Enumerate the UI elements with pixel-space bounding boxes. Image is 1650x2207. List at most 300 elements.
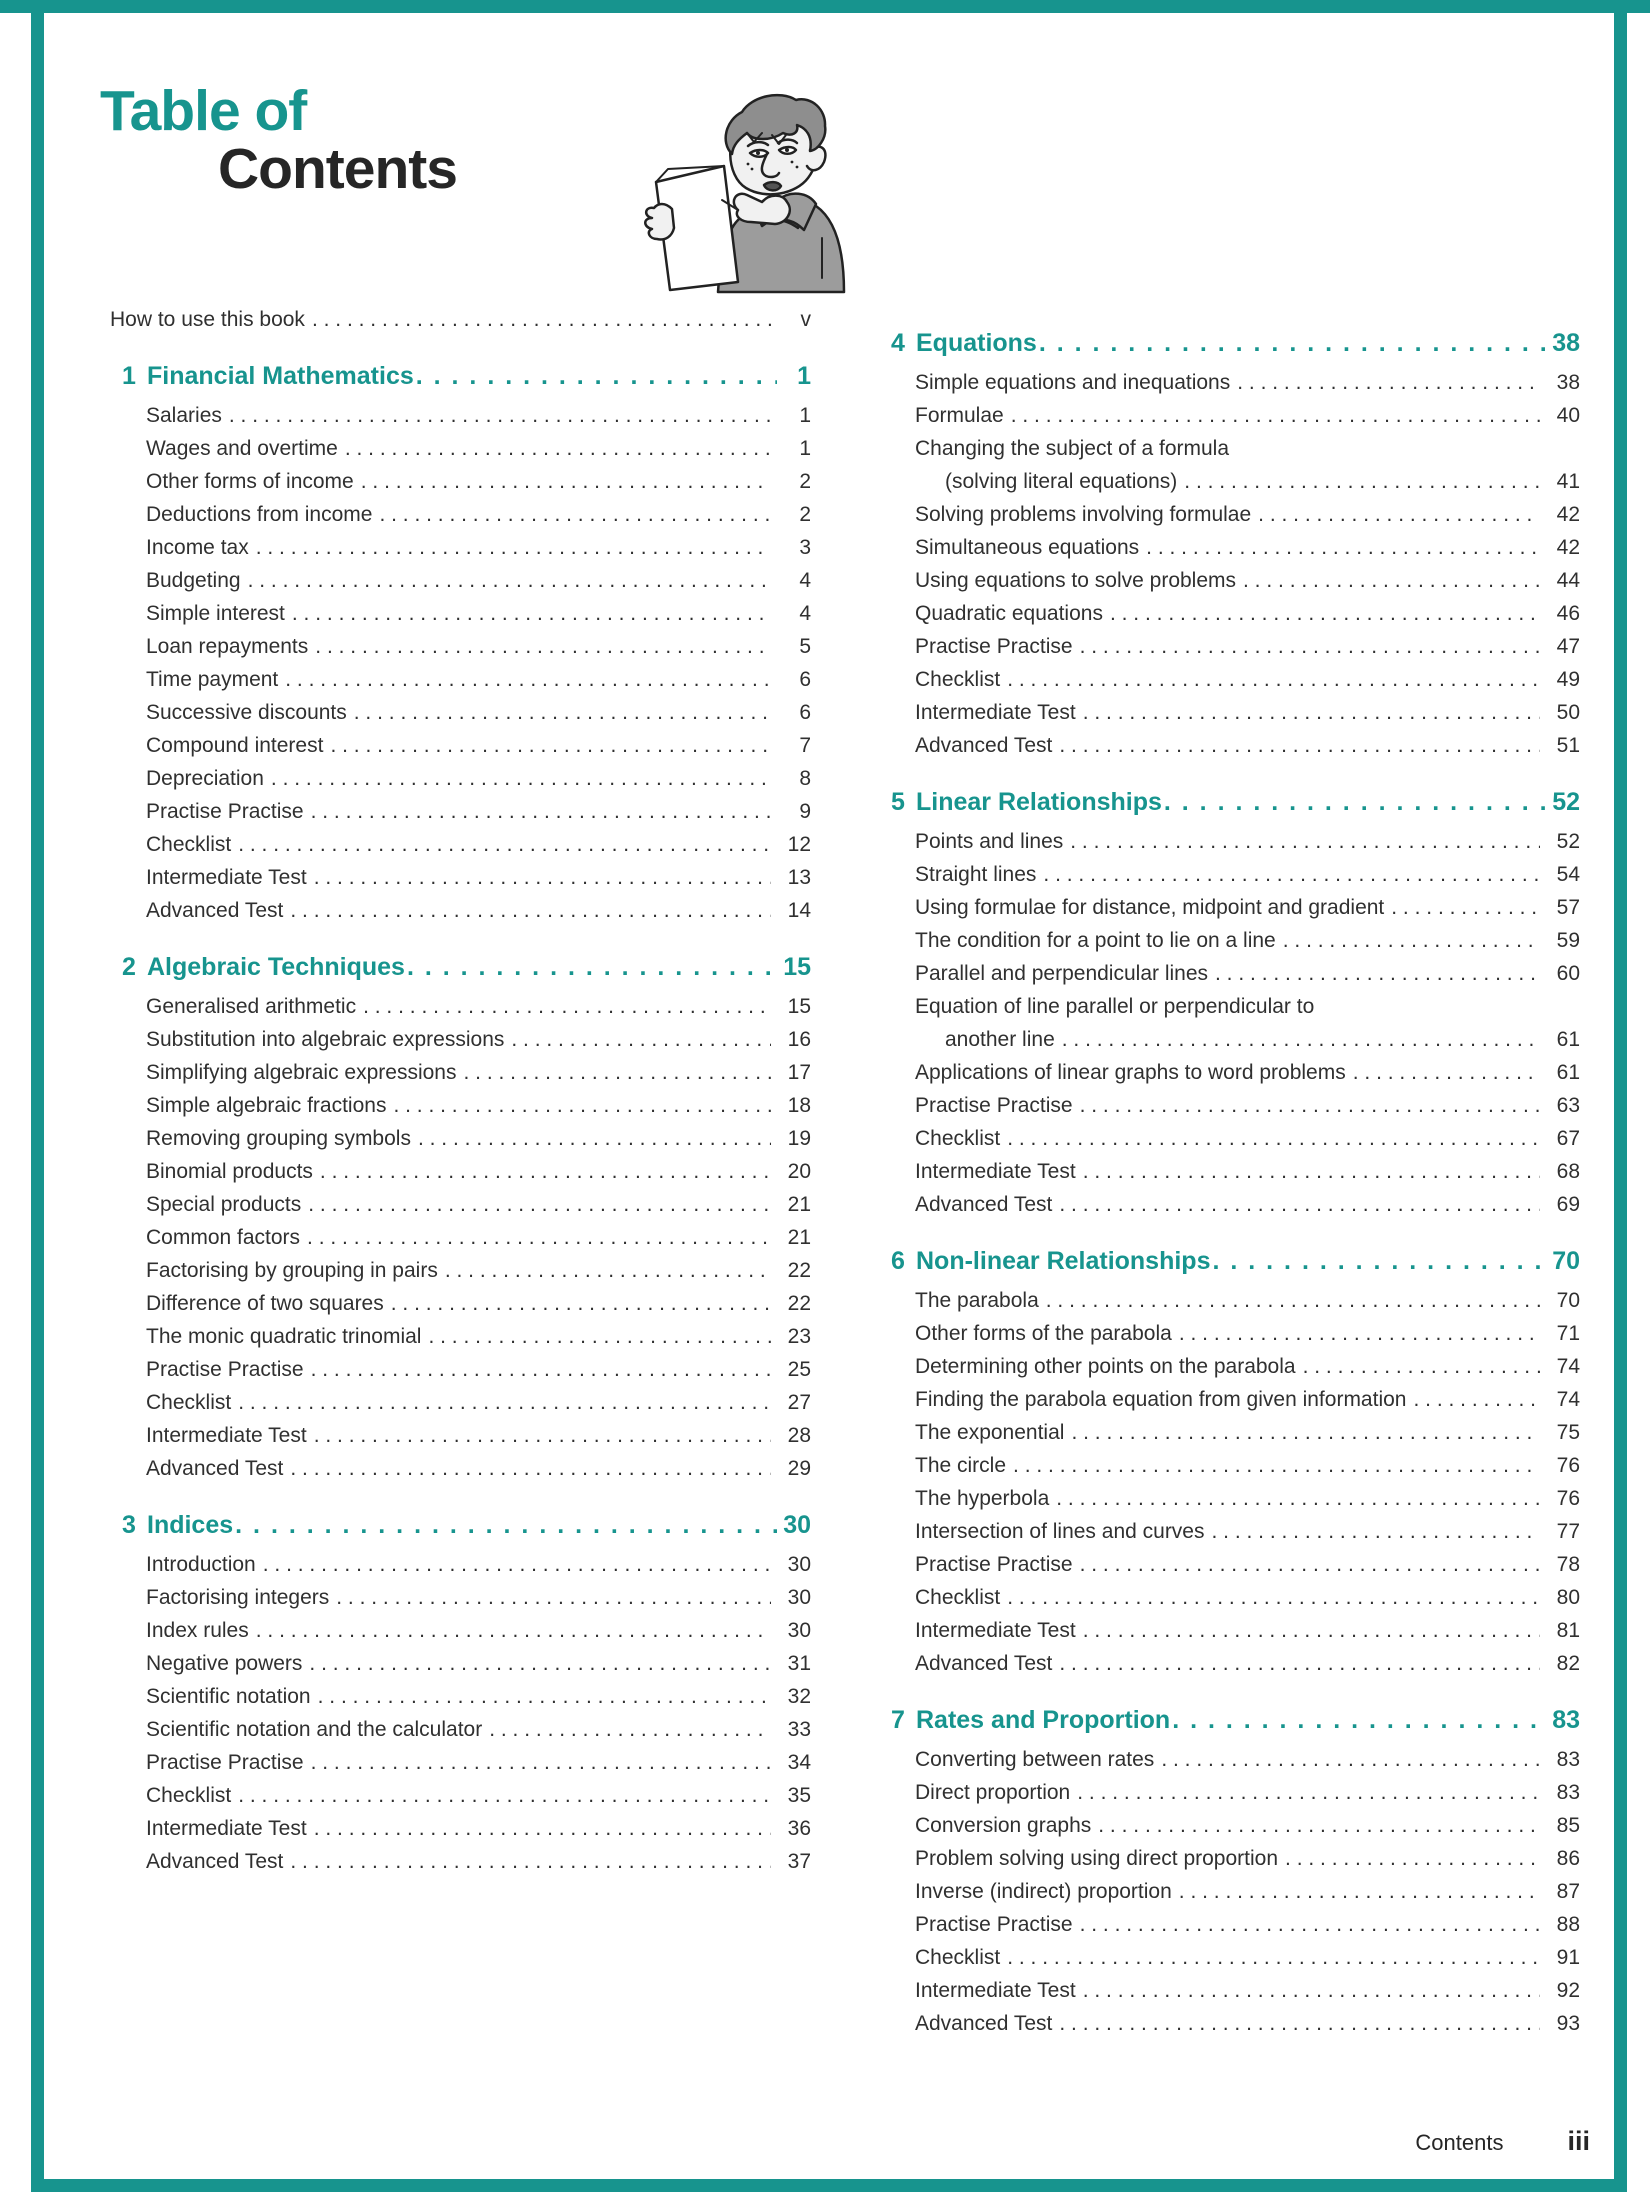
item-label: The parabola (915, 1289, 1039, 1312)
toc-item (100, 1023, 811, 1056)
item-label: Intermediate Test (146, 1817, 307, 1840)
toc-chapter-heading (869, 327, 1580, 360)
toc-item (869, 1383, 1580, 1416)
item-page-number: 42 (1556, 503, 1580, 526)
item-page-number: 27 (787, 1391, 811, 1414)
item-label: Straight lines (915, 863, 1037, 886)
toc-item (869, 957, 1580, 990)
item-label: Using equations to solve problems (915, 569, 1237, 592)
item-label: Common factors (146, 1226, 301, 1249)
item-label: Factorising integers (146, 1586, 330, 1609)
dot-leader (1080, 1089, 1540, 1122)
dot-leader (393, 1089, 771, 1122)
chapter-page-number: 83 (1552, 1706, 1580, 1734)
toc-item (100, 303, 811, 336)
item-page-number: 52 (1556, 830, 1580, 853)
item-label: How to use this book (110, 308, 305, 331)
dot-leader (1062, 1023, 1540, 1056)
item-page-number: 13 (787, 866, 811, 889)
toc-item (100, 1320, 811, 1353)
chapter-page-number: 30 (783, 1511, 811, 1539)
item-page-number: 37 (787, 1850, 811, 1873)
dot-leader (1146, 531, 1540, 564)
item-label: another line (945, 1028, 1055, 1051)
item-label: Intermediate Test (915, 1979, 1076, 2002)
toc-item (100, 1581, 811, 1614)
toc-chapter-heading (869, 1245, 1580, 1278)
item-page-number: 51 (1556, 734, 1580, 757)
item-page-number: 71 (1556, 1322, 1580, 1345)
toc-item (869, 1449, 1580, 1482)
page-title-line2: Contents (218, 137, 457, 201)
item-page-number: v (800, 308, 811, 331)
item-label: Simple interest (146, 602, 285, 625)
item-label: Conversion graphs (915, 1814, 1092, 1837)
dot-leader (1083, 696, 1540, 729)
item-page-number: 4 (799, 569, 811, 592)
item-label: Solving problems involving formulae (915, 503, 1252, 526)
item-label: Changing the subject of a formula (915, 437, 1230, 460)
toc-item (100, 1452, 811, 1485)
item-page-number: 18 (787, 1094, 811, 1117)
dot-leader (445, 1254, 771, 1287)
item-label: The exponential (915, 1421, 1065, 1444)
item-label: The monic quadratic trinomial (146, 1325, 422, 1348)
dot-leader (1391, 891, 1540, 924)
item-label: Intermediate Test (146, 1424, 307, 1447)
dot-leader (1059, 729, 1540, 762)
toc-item (869, 858, 1580, 891)
toc-item (869, 1941, 1580, 1974)
item-label: Intermediate Test (915, 1160, 1076, 1183)
dot-leader (263, 1548, 771, 1581)
item-page-number: 85 (1556, 1814, 1580, 1837)
dot-leader (1110, 597, 1540, 630)
page-border-left (31, 0, 44, 2192)
dot-leader (1184, 465, 1540, 498)
dot-leader (1237, 366, 1540, 399)
dot-leader (1303, 1350, 1540, 1383)
dot-leader (1080, 630, 1540, 663)
item-page-number: 19 (787, 1127, 811, 1150)
item-page-number: 12 (787, 833, 811, 856)
item-label: Problem solving using direct proportion (915, 1847, 1279, 1870)
item-page-number: 77 (1556, 1520, 1580, 1543)
toc-item (100, 696, 811, 729)
dot-leader (290, 1845, 771, 1878)
toc-item (869, 696, 1580, 729)
item-label: Intermediate Test (146, 866, 307, 889)
item-label: Budgeting (146, 569, 241, 592)
toc-item (869, 1317, 1580, 1350)
toc-chapter-heading (100, 1509, 811, 1542)
toc-item (100, 399, 811, 432)
dot-leader (463, 1056, 771, 1089)
chapter-page-number: 70 (1552, 1247, 1580, 1275)
dot-leader (1080, 1908, 1540, 1941)
toc-item (869, 1974, 1580, 2007)
item-label: Factorising by grouping in pairs (146, 1259, 438, 1282)
dot-leader (336, 1581, 771, 1614)
item-label: Advanced Test (146, 1457, 284, 1480)
item-page-number: 32 (787, 1685, 811, 1708)
item-label: Advanced Test (146, 1850, 284, 1873)
dot-leader (271, 762, 771, 795)
toc-item (100, 762, 811, 795)
item-label: Removing grouping symbols (146, 1127, 411, 1150)
item-page-number: 59 (1556, 929, 1580, 952)
dot-leader (1098, 1809, 1540, 1842)
item-page-number: 76 (1556, 1487, 1580, 1510)
item-label: Simultaneous equations (915, 536, 1140, 559)
item-label: Salaries (146, 404, 222, 427)
item-page-number: 61 (1556, 1061, 1580, 1084)
item-label: Parallel and perpendicular lines (915, 962, 1209, 985)
toc-chapter-heading (869, 1704, 1580, 1737)
toc-item (869, 597, 1580, 630)
toc-item (100, 1419, 811, 1452)
chapter-number: 2 (122, 953, 136, 981)
item-label: Advanced Test (915, 1193, 1053, 1216)
item-page-number: 5 (799, 635, 811, 658)
item-label: Index rules (146, 1619, 249, 1642)
item-page-number: 2 (799, 503, 811, 526)
item-page-number: 30 (787, 1586, 811, 1609)
item-page-number: 74 (1556, 1388, 1580, 1411)
dot-leader (1083, 1614, 1540, 1647)
item-page-number: 61 (1556, 1028, 1580, 1051)
toc-item (869, 1647, 1580, 1680)
chapter-title: Indices (147, 1511, 234, 1539)
toc-item (100, 1122, 811, 1155)
dot-leader (315, 630, 771, 663)
dot-leader (308, 1188, 771, 1221)
toc-item (100, 1386, 811, 1419)
toc-item (869, 1122, 1580, 1155)
item-label: Substitution into algebraic expressions (146, 1028, 505, 1051)
item-label: Scientific notation (146, 1685, 311, 1708)
dot-leader (1007, 1581, 1540, 1614)
item-page-number: 88 (1556, 1913, 1580, 1936)
toc-item (869, 1908, 1580, 1941)
toc-item (100, 1155, 811, 1188)
toc-item (869, 1743, 1580, 1776)
item-page-number: 20 (787, 1160, 811, 1183)
item-label: Difference of two squares (146, 1292, 384, 1315)
toc-item-line1 (869, 990, 1580, 1023)
item-label: Practise Practise (915, 1913, 1073, 1936)
item-page-number: 21 (787, 1193, 811, 1216)
item-page-number: 31 (787, 1652, 811, 1675)
dot-leader (311, 1353, 771, 1386)
item-label: Time payment (146, 668, 279, 691)
item-page-number: 22 (787, 1292, 811, 1315)
toc-item (869, 630, 1580, 663)
toc-item (100, 828, 811, 861)
toc-item (100, 597, 811, 630)
dot-leader (1013, 1449, 1540, 1482)
page-footer (1415, 2126, 1590, 2157)
dot-leader (256, 531, 771, 564)
item-page-number: 60 (1556, 962, 1580, 985)
toc-item (100, 1812, 811, 1845)
dot-leader (391, 1287, 771, 1320)
dot-leader (318, 1680, 771, 1713)
chapter-title: Algebraic Techniques (147, 953, 405, 981)
dot-leader (1059, 1188, 1540, 1221)
item-page-number: 80 (1556, 1586, 1580, 1609)
toc-item (869, 1581, 1580, 1614)
item-label: The circle (915, 1454, 1007, 1477)
toc-item (100, 894, 811, 927)
item-label: Practise Practise (146, 800, 304, 823)
toc-item (869, 1188, 1580, 1221)
dot-leader (290, 1452, 771, 1485)
dot-leader (1046, 1284, 1540, 1317)
toc-item-line1 (869, 432, 1580, 465)
toc-item (100, 1680, 811, 1713)
item-page-number: 4 (799, 602, 811, 625)
chapter-number: 3 (122, 1511, 136, 1539)
reading-boy-illustration (626, 88, 858, 294)
toc-chapter-heading (869, 786, 1580, 819)
item-page-number: 7 (799, 734, 811, 757)
item-page-number: 30 (787, 1553, 811, 1576)
item-page-number: 78 (1556, 1553, 1580, 1576)
item-page-number: 67 (1556, 1127, 1580, 1150)
dot-leader (1161, 1743, 1540, 1776)
toc-item (869, 1842, 1580, 1875)
item-label: Checklist (146, 833, 232, 856)
item-label: Checklist (915, 1946, 1001, 1969)
dot-leader (314, 861, 771, 894)
dot-leader (312, 303, 771, 336)
item-page-number: 9 (799, 800, 811, 823)
toc-item (869, 1416, 1580, 1449)
item-page-number: 6 (799, 701, 811, 724)
item-page-number: 63 (1556, 1094, 1580, 1117)
dot-leader (1007, 1122, 1540, 1155)
item-label: Checklist (146, 1784, 232, 1807)
dot-leader (489, 1713, 771, 1746)
dot-leader (1353, 1056, 1540, 1089)
item-label: Advanced Test (915, 1652, 1053, 1675)
dot-leader (1039, 327, 1546, 360)
toc-item (100, 1779, 811, 1812)
item-label: Determining other points on the parabola (915, 1355, 1296, 1378)
item-page-number: 29 (787, 1457, 811, 1480)
chapter-page-number: 15 (783, 953, 811, 981)
dot-leader (1164, 786, 1546, 819)
dot-leader (1083, 1974, 1540, 2007)
dot-leader (1212, 1515, 1541, 1548)
chapter-number: 5 (891, 788, 905, 816)
item-label: Advanced Test (146, 899, 284, 922)
item-page-number: 91 (1556, 1946, 1580, 1969)
toc-item (869, 465, 1580, 498)
item-label: Simplifying algebraic expressions (146, 1061, 457, 1084)
toc-chapter-heading (100, 360, 811, 393)
dot-leader (1007, 1941, 1540, 1974)
dot-leader (1007, 663, 1540, 696)
toc-item (100, 564, 811, 597)
dot-leader (416, 360, 777, 393)
chapter-number: 4 (891, 329, 905, 357)
dot-leader (1258, 498, 1540, 531)
dot-leader (1059, 1647, 1540, 1680)
item-label: Advanced Test (915, 734, 1053, 757)
item-label: Using formulae for distance, midpoint and gradient (915, 896, 1385, 919)
item-label: Wages and overtime (146, 437, 338, 460)
toc-item (869, 1023, 1580, 1056)
dot-leader (256, 1614, 771, 1647)
item-page-number: 22 (787, 1259, 811, 1282)
item-label: Other forms of income (146, 470, 354, 493)
item-page-number: 17 (787, 1061, 811, 1084)
item-page-number: 83 (1556, 1781, 1580, 1804)
toc-columns (100, 303, 1580, 2040)
dot-leader (314, 1812, 771, 1845)
item-page-number: 28 (787, 1424, 811, 1447)
item-page-number: 69 (1556, 1193, 1580, 1216)
toc-item (100, 1548, 811, 1581)
item-label: Deductions from income (146, 503, 373, 526)
dot-leader (361, 465, 771, 498)
toc-item (869, 663, 1580, 696)
dot-leader (1212, 1245, 1546, 1278)
toc-item (869, 1809, 1580, 1842)
dot-leader (1083, 1155, 1540, 1188)
toc-item (100, 1614, 811, 1647)
dot-leader (345, 432, 771, 465)
item-label: Intersection of lines and curves (915, 1520, 1205, 1543)
toc-item (100, 1845, 811, 1878)
item-label: Practise Practise (146, 1358, 304, 1381)
toc-item (100, 1713, 811, 1746)
item-label: Loan repayments (146, 635, 309, 658)
toc-column-right (869, 303, 1580, 2040)
item-page-number: 2 (799, 470, 811, 493)
item-label: Checklist (915, 668, 1001, 691)
toc-item (100, 1056, 811, 1089)
item-page-number: 34 (787, 1751, 811, 1774)
toc-item (869, 531, 1580, 564)
dot-leader (311, 795, 771, 828)
dot-leader (307, 1221, 771, 1254)
dot-leader (354, 696, 771, 729)
toc-item (100, 663, 811, 696)
item-label: Applications of linear graphs to word problems (915, 1061, 1346, 1084)
item-label: Successive discounts (146, 701, 347, 724)
toc-item (100, 861, 811, 894)
item-page-number: 3 (799, 536, 811, 559)
item-label: Formulae (915, 404, 1004, 427)
item-page-number: 47 (1556, 635, 1580, 658)
item-label: Checklist (915, 1127, 1001, 1150)
toc-item (869, 1548, 1580, 1581)
item-label: Simple algebraic fractions (146, 1094, 387, 1117)
dot-leader (314, 1419, 771, 1452)
toc-item (869, 1284, 1580, 1317)
item-label: Direct proportion (915, 1781, 1071, 1804)
item-page-number: 1 (799, 437, 811, 460)
item-page-number: 36 (787, 1817, 811, 1840)
item-label: Finding the parabola equation from given information (915, 1388, 1407, 1411)
dot-leader (363, 990, 771, 1023)
toc-item (869, 729, 1580, 762)
item-label: Introduction (146, 1553, 256, 1576)
item-label: Converting between rates (915, 1748, 1155, 1771)
toc-item (869, 366, 1580, 399)
item-label: Practise Practise (915, 1094, 1073, 1117)
chapter-title: Non-linear Relationships (916, 1247, 1211, 1275)
item-page-number: 33 (787, 1718, 811, 1741)
toc-item (100, 498, 811, 531)
toc-item (100, 1089, 811, 1122)
item-page-number: 44 (1556, 569, 1580, 592)
item-label: Special products (146, 1193, 302, 1216)
toc-item (869, 1482, 1580, 1515)
toc-item (869, 498, 1580, 531)
item-page-number: 23 (787, 1325, 811, 1348)
toc-item (869, 891, 1580, 924)
item-label: (solving literal equations) (945, 470, 1178, 493)
dot-leader (229, 399, 771, 432)
footer-section-label: Contents (1415, 2130, 1504, 2155)
toc-item (100, 630, 811, 663)
footer-page-number: iii (1567, 2126, 1590, 2156)
item-label: Equation of line parallel or perpendicular to (915, 995, 1315, 1018)
dot-leader (379, 498, 771, 531)
page-title-line1: Table of (100, 79, 307, 143)
toc-item (869, 1350, 1580, 1383)
item-label: Checklist (915, 1586, 1001, 1609)
toc-item (869, 1776, 1580, 1809)
dot-leader (311, 1746, 771, 1779)
toc-item (869, 924, 1580, 957)
item-page-number: 50 (1556, 701, 1580, 724)
dot-leader (330, 729, 771, 762)
item-page-number: 6 (799, 668, 811, 691)
dot-leader (1011, 399, 1540, 432)
dot-leader (238, 1779, 771, 1812)
toc-item (100, 990, 811, 1023)
dot-leader (428, 1320, 771, 1353)
dot-leader (1215, 957, 1540, 990)
toc-item (869, 564, 1580, 597)
dot-leader (407, 951, 777, 984)
toc-item (100, 1353, 811, 1386)
dot-leader (1059, 2007, 1540, 2040)
item-page-number: 57 (1556, 896, 1580, 919)
chapter-title: Rates and Proportion (916, 1706, 1171, 1734)
dot-leader (1179, 1317, 1540, 1350)
item-label: Practise Practise (915, 635, 1073, 658)
item-page-number: 15 (787, 995, 811, 1018)
item-label: The hyperbola (915, 1487, 1050, 1510)
item-page-number: 82 (1556, 1652, 1580, 1675)
dot-leader (511, 1023, 771, 1056)
toc-item (100, 531, 811, 564)
item-page-number: 40 (1556, 404, 1580, 427)
toc-item (100, 432, 811, 465)
toc-item (100, 465, 811, 498)
toc-item (869, 2007, 1580, 2040)
item-page-number: 16 (787, 1028, 811, 1051)
dot-leader (1283, 924, 1540, 957)
toc-item (100, 1746, 811, 1779)
item-page-number: 74 (1556, 1355, 1580, 1378)
